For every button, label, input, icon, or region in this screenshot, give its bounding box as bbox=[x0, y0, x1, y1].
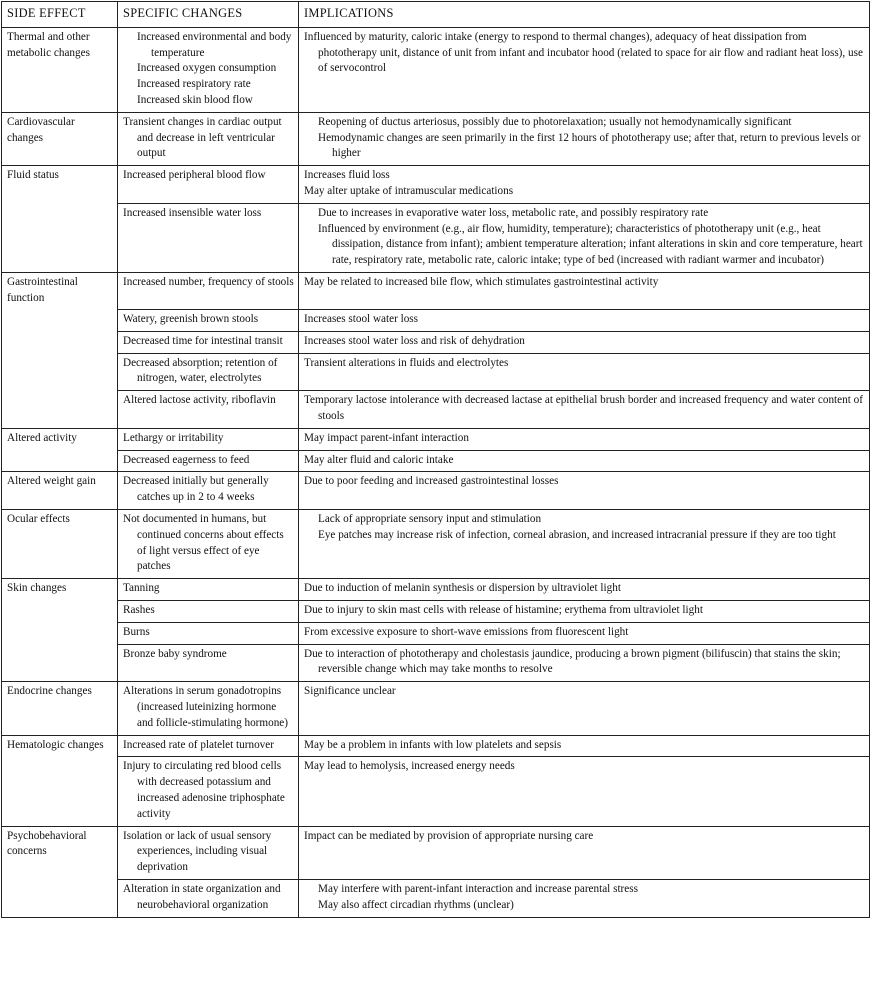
implications-cell bbox=[299, 757, 870, 826]
implications-cell bbox=[299, 166, 870, 204]
implications-cell bbox=[299, 272, 870, 309]
change-line: Increased number, frequency of stools bbox=[123, 275, 294, 288]
specific-changes-cell bbox=[118, 757, 299, 826]
change-line: Not documented in humans, but continued concerns about effects of light versus effect of eye patches bbox=[123, 513, 284, 573]
specific-changes-cell bbox=[118, 735, 299, 757]
table-row bbox=[2, 310, 870, 332]
side-effect-cell bbox=[2, 879, 118, 917]
change-line: Increased environmental and body temperature bbox=[137, 30, 292, 59]
table-row bbox=[2, 331, 870, 353]
change-line: Watery, greenish brown stools bbox=[123, 313, 259, 326]
side-effect-cell: Thermal and other metabolic changes bbox=[2, 27, 118, 112]
side-effect-cell bbox=[2, 757, 118, 826]
change-line: Decreased absorption; retention of nitrogen, water, electrolytes bbox=[123, 356, 278, 385]
change-line: Transient changes in cardiac output and decrease in left ventricular output bbox=[123, 115, 282, 160]
table-row bbox=[2, 826, 870, 879]
specific-changes-cell bbox=[118, 391, 299, 429]
implication-line: May impact parent-infant interaction bbox=[304, 431, 469, 444]
specific-changes-cell bbox=[118, 622, 299, 644]
implications-cell bbox=[299, 27, 870, 112]
implication-line: Due to increases in evaporative water loss, metabolic rate, and possibly respiratory rate bbox=[318, 206, 709, 219]
implications-cell bbox=[299, 735, 870, 757]
header-specific-changes: SPECIFIC CHANGES bbox=[118, 2, 299, 28]
implication-line: Influenced by environment (e.g., air flow, humidity, temperature); characteristics of phototherapy unit (e.g., heat dissipation, distance from infant); ambient temperature alteration; infant alterations in skin and core temperature, heart rate, respiratory rate, metabolic rate, caloric intake; type of bed (increased with radiant warmer and incubator) bbox=[318, 222, 863, 267]
table-row bbox=[2, 735, 870, 757]
specific-changes-cell bbox=[118, 472, 299, 510]
table-row bbox=[2, 510, 870, 579]
change-line: Alteration in state organization and neurobehavioral organization bbox=[123, 882, 281, 911]
implication-line: Impact can be mediated by provision of appropriate nursing care bbox=[304, 829, 594, 842]
implication-line: Hemodynamic changes are seen primarily in the first 12 hours of phototherapy use; after that, return to previous levels or higher bbox=[318, 131, 861, 160]
specific-changes-cell bbox=[118, 450, 299, 472]
side-effect-cell: Ocular effects bbox=[2, 510, 118, 579]
table-row bbox=[2, 27, 870, 112]
specific-changes-cell bbox=[118, 112, 299, 165]
implication-line: Significance unclear bbox=[304, 685, 396, 698]
implications-cell bbox=[299, 622, 870, 644]
table-row bbox=[2, 622, 870, 644]
table-body bbox=[2, 27, 870, 917]
change-line: Bronze baby syndrome bbox=[123, 647, 227, 660]
implication-line: From excessive exposure to short-wave emissions from fluorescent light bbox=[304, 625, 629, 638]
implications-cell bbox=[299, 601, 870, 623]
implication-line: May be related to increased bile flow, which stimulates gastrointestinal activity bbox=[304, 275, 659, 288]
side-effect-cell: Cardiovascular changes bbox=[2, 112, 118, 165]
specific-changes-cell bbox=[118, 203, 299, 272]
table-row bbox=[2, 601, 870, 623]
implication-line: Transient alterations in fluids and electrolytes bbox=[304, 356, 509, 369]
change-line: Altered lactose activity, riboflavin bbox=[123, 394, 276, 407]
implications-cell bbox=[299, 472, 870, 510]
implication-line: Due to injury to skin mast cells with release of histamine; erythema from ultraviolet light bbox=[304, 604, 703, 616]
specific-changes-cell bbox=[118, 166, 299, 204]
change-line: Decreased eagerness to feed bbox=[123, 453, 250, 466]
implication-line: May alter fluid and caloric intake bbox=[304, 453, 454, 466]
table-row bbox=[2, 203, 870, 272]
header-implications: IMPLICATIONS bbox=[299, 2, 870, 28]
implications-cell bbox=[299, 331, 870, 353]
implications-cell bbox=[299, 682, 870, 735]
change-line: Increased rate of platelet turnover bbox=[123, 738, 274, 751]
change-line: Burns bbox=[123, 625, 150, 638]
implications-cell bbox=[299, 112, 870, 165]
header-row bbox=[2, 2, 870, 28]
implication-line: May alter uptake of intramuscular medications bbox=[304, 184, 514, 197]
side-effect-cell bbox=[2, 601, 118, 623]
change-line: Injury to circulating red blood cells with decreased potassium and increased adenosine triphosphate activity bbox=[123, 760, 285, 820]
side-effect-cell bbox=[2, 450, 118, 472]
change-line: Decreased initially but generally catches up in 2 to 4 weeks bbox=[123, 475, 269, 504]
table-row bbox=[2, 644, 870, 682]
implications-cell bbox=[299, 644, 870, 682]
implication-line: Temporary lactose intolerance with decreased lactase at epithelial brush border and increased frequency and water content of stools bbox=[304, 394, 863, 423]
implications-cell bbox=[299, 579, 870, 601]
side-effect-cell: Fluid status bbox=[2, 166, 118, 204]
specific-changes-cell bbox=[118, 310, 299, 332]
table-row bbox=[2, 112, 870, 165]
side-effect-cell: Endocrine changes bbox=[2, 682, 118, 735]
change-line: Increased respiratory rate bbox=[137, 78, 251, 91]
side-effect-cell bbox=[2, 622, 118, 644]
specific-changes-cell bbox=[118, 826, 299, 879]
table-row bbox=[2, 579, 870, 601]
specific-changes-cell bbox=[118, 879, 299, 917]
side-effect-cell bbox=[2, 353, 118, 391]
change-line: Isolation or lack of usual sensory experiences, including visual deprivation bbox=[123, 829, 272, 874]
change-line: Alterations in serum gonadotropins (increased luteinizing hormone and follicle-stimulating hormone) bbox=[123, 685, 288, 729]
implications-cell bbox=[299, 879, 870, 917]
side-effect-cell: Psychobehavioral concerns bbox=[2, 826, 118, 879]
side-effect-cell: Altered activity bbox=[2, 428, 118, 450]
change-line: Increased skin blood flow bbox=[137, 93, 253, 106]
specific-changes-cell bbox=[118, 682, 299, 735]
implication-line: Influenced by maturity, caloric intake (energy to respond to thermal changes), adequacy of heat dissipation from phototherapy unit, distance of unit from infant and incubator hood (related to space for air flow and radiant heat loss), use of servocontrol bbox=[304, 30, 863, 75]
specific-changes-cell bbox=[118, 579, 299, 601]
side-effect-cell: Hematologic changes bbox=[2, 735, 118, 757]
table-row bbox=[2, 472, 870, 510]
implication-line: May lead to hemolysis, increased energy needs bbox=[304, 760, 515, 773]
implication-line: Increases stool water loss bbox=[304, 313, 419, 326]
side-effect-cell bbox=[2, 310, 118, 332]
implication-line: Due to interaction of phototherapy and cholestasis jaundice, producing a brown pigment (bilifuscin) that stains the skin; reversible change which may take months to resolve bbox=[304, 647, 841, 676]
specific-changes-cell bbox=[118, 272, 299, 309]
table-row bbox=[2, 428, 870, 450]
side-effect-cell bbox=[2, 644, 118, 682]
specific-changes-cell bbox=[118, 510, 299, 579]
change-line: Lethargy or irritability bbox=[123, 431, 224, 444]
side-effect-cell: Altered weight gain bbox=[2, 472, 118, 510]
table-row bbox=[2, 450, 870, 472]
implications-cell bbox=[299, 391, 870, 429]
implication-line: Due to induction of melanin synthesis or dispersion by ultraviolet light bbox=[304, 582, 621, 595]
table-row bbox=[2, 272, 870, 309]
side-effect-cell bbox=[2, 391, 118, 429]
table-row bbox=[2, 682, 870, 735]
side-effect-cell bbox=[2, 203, 118, 272]
implications-cell bbox=[299, 310, 870, 332]
implication-line: Due to poor feeding and increased gastrointestinal losses bbox=[304, 475, 559, 488]
specific-changes-cell bbox=[118, 644, 299, 682]
table-row bbox=[2, 353, 870, 391]
implication-line: Lack of appropriate sensory input and stimulation bbox=[318, 513, 542, 526]
change-line: Rashes bbox=[123, 604, 155, 616]
implications-cell bbox=[299, 450, 870, 472]
table-row bbox=[2, 166, 870, 204]
implications-cell bbox=[299, 203, 870, 272]
implications-cell bbox=[299, 353, 870, 391]
change-line: Decreased time for intestinal transit bbox=[123, 334, 283, 347]
specific-changes-cell bbox=[118, 428, 299, 450]
implications-cell bbox=[299, 428, 870, 450]
implication-line: May also affect circadian rhythms (unclear) bbox=[318, 898, 514, 911]
change-line: Increased peripheral blood flow bbox=[123, 169, 266, 182]
implications-cell bbox=[299, 510, 870, 579]
side-effect-cell bbox=[2, 331, 118, 353]
implication-line: Increases stool water loss and risk of dehydration bbox=[304, 334, 525, 347]
implication-line: Increases fluid loss bbox=[304, 169, 390, 182]
implications-cell bbox=[299, 826, 870, 879]
specific-changes-cell bbox=[118, 331, 299, 353]
change-line: Increased oxygen consumption bbox=[137, 62, 277, 75]
implication-line: May be a problem in infants with low platelets and sepsis bbox=[304, 738, 562, 751]
side-effect-cell: Gastrointestinal function bbox=[2, 272, 118, 309]
specific-changes-cell bbox=[118, 601, 299, 623]
change-line: Increased insensible water loss bbox=[123, 206, 262, 219]
implication-line: Eye patches may increase risk of infection, corneal abrasion, and increased intracranial pressure if they are too tight bbox=[318, 528, 836, 541]
change-line: Tanning bbox=[123, 582, 160, 595]
specific-changes-cell bbox=[118, 353, 299, 391]
table-row bbox=[2, 879, 870, 917]
table-row bbox=[2, 391, 870, 429]
implication-line: Reopening of ductus arteriosus, possibly due to photorelaxation; usually not hemodynamically significant bbox=[318, 115, 792, 128]
table-row bbox=[2, 757, 870, 826]
implication-line: May interfere with parent-infant interaction and increase parental stress bbox=[318, 882, 638, 895]
header-side-effect: SIDE EFFECT bbox=[2, 2, 118, 28]
side-effect-cell: Skin changes bbox=[2, 579, 118, 601]
specific-changes-cell bbox=[118, 27, 299, 112]
phototherapy-side-effects-table bbox=[1, 1, 870, 918]
